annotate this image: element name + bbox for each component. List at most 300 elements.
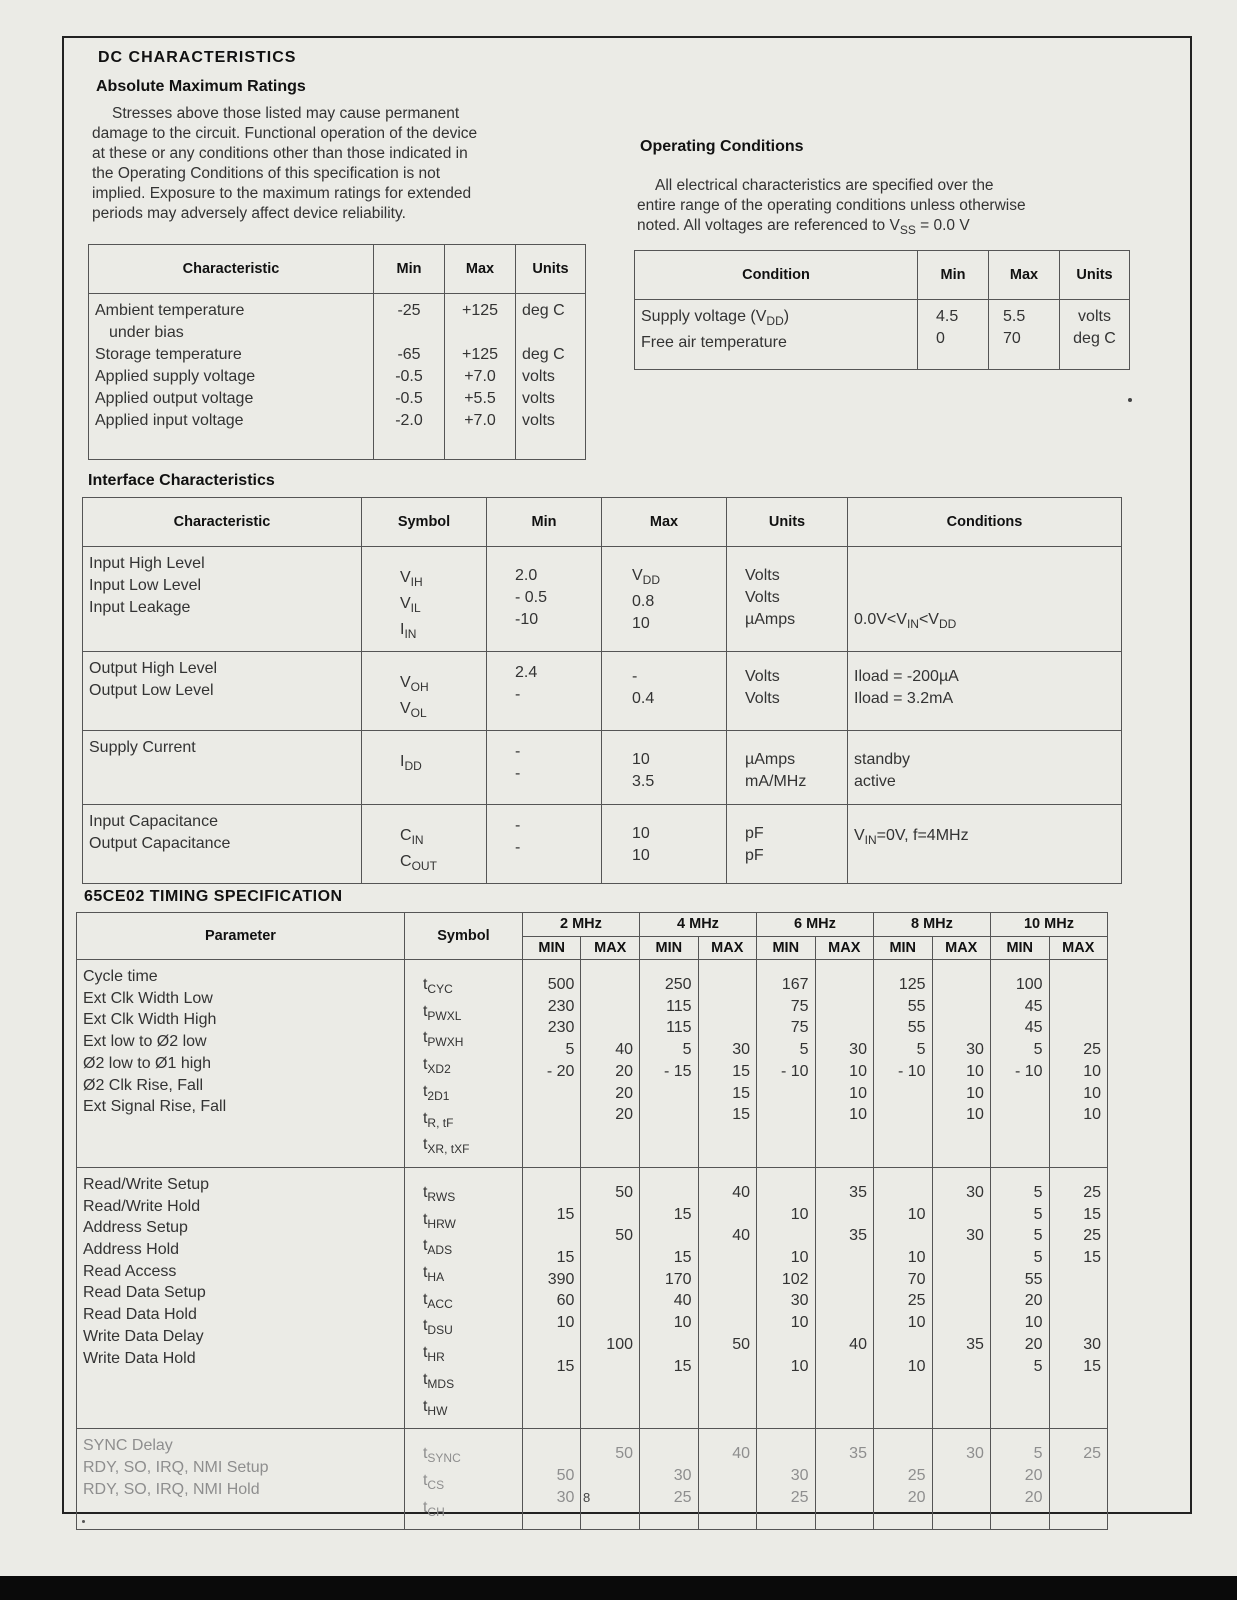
timing-table xyxy=(76,912,1108,1530)
timing-value: 100 xyxy=(1015,976,1043,993)
if-symbol-cell xyxy=(362,731,486,783)
timing-value: 40 xyxy=(732,1183,750,1201)
timing-parameter: Read Data Hold xyxy=(83,1306,197,1324)
timing-value xyxy=(529,1225,575,1247)
timing-value xyxy=(763,1182,809,1204)
timing-value: 30 xyxy=(966,1183,984,1201)
timing-parameter: RDY, SO, IRQ, NMI Hold xyxy=(83,1480,260,1498)
abs-min-value xyxy=(380,322,438,344)
timing-value: 35 xyxy=(849,1445,867,1463)
timing-parameter: Ext Clk Width High xyxy=(83,1011,217,1029)
timing-value xyxy=(822,1204,867,1226)
timing-symbol xyxy=(423,1443,516,1470)
if-min-cell xyxy=(487,731,601,791)
symbol-subscript: PWXL xyxy=(427,1008,462,1023)
timing-value xyxy=(705,1312,750,1334)
if-max: 10 xyxy=(632,751,650,768)
timing-value: 20 xyxy=(615,1106,633,1124)
timing-value: 167 xyxy=(781,976,809,993)
timing-symbol xyxy=(423,1054,516,1081)
if-characteristic: Input Leakage xyxy=(89,599,191,616)
timing-value: 5 xyxy=(1033,1357,1043,1375)
timing-value: 170 xyxy=(664,1270,692,1288)
timing-symbol xyxy=(423,1396,516,1423)
timing-value: 10 xyxy=(849,1106,867,1124)
timing-value: 15 xyxy=(1083,1357,1101,1375)
symbol-base: t xyxy=(422,1029,428,1047)
timing-value: 5 xyxy=(565,1041,575,1059)
timing-value xyxy=(939,1465,984,1487)
timing-value: 10 xyxy=(849,1062,867,1080)
if-condition: active xyxy=(854,773,896,790)
if-min-cell xyxy=(487,652,601,712)
timing-value xyxy=(939,1247,984,1269)
dc-heading: DC CHARACTERISTICS xyxy=(98,49,297,66)
timing-value xyxy=(939,1204,984,1226)
timing-value: 25 xyxy=(1083,1041,1101,1059)
timing-value xyxy=(822,1017,867,1039)
timing-symbol xyxy=(423,1108,516,1135)
timing-value xyxy=(1056,974,1101,996)
timing-value xyxy=(587,1290,633,1312)
timing-value: 5 xyxy=(1033,1205,1043,1223)
timing-value-cell xyxy=(699,1429,756,1514)
if-characteristic: Input High Level xyxy=(89,555,205,572)
timing-value xyxy=(1056,1017,1101,1039)
timing-value-cell xyxy=(699,1168,756,1383)
abs-max-paragraph xyxy=(92,104,592,224)
abs-max-value: +5.5 xyxy=(464,390,496,407)
timing-value-cell xyxy=(640,1429,698,1514)
timing-value: 20 xyxy=(615,1084,633,1102)
timing-value xyxy=(587,1204,633,1226)
timing-value: 25 xyxy=(673,1488,692,1506)
timing-parameter: Cycle time xyxy=(83,968,158,985)
abs-char-value: Storage temperature xyxy=(95,346,242,363)
timing-value: 5 xyxy=(1033,1183,1043,1201)
abs-char-value: Applied output voltage xyxy=(95,390,254,407)
timing-parameter: Ext low to Ø2 low xyxy=(83,1033,207,1051)
timing-value: 115 xyxy=(666,1019,692,1037)
timing-value: 20 xyxy=(1024,1488,1043,1506)
timing-value: 40 xyxy=(849,1335,867,1353)
timing-value: 20 xyxy=(1024,1335,1043,1353)
timing-value xyxy=(587,1247,633,1269)
if-cond-sub: IN xyxy=(906,617,919,631)
if-max-cell xyxy=(602,547,726,641)
timing-value xyxy=(1056,1487,1101,1509)
timing-value xyxy=(705,1465,750,1487)
symbol-base: t xyxy=(422,1264,428,1282)
timing-value xyxy=(529,1443,575,1465)
interface-heading: Interface Characteristics xyxy=(88,472,275,489)
if-min: - xyxy=(515,839,521,856)
paragraph-line: periods may adversely affect device reliability. xyxy=(92,205,406,222)
col-units: Units xyxy=(516,245,586,294)
symbol-subscript: RWS xyxy=(427,1189,456,1204)
col-units: Units xyxy=(727,498,848,547)
symbol-subscript: OH xyxy=(410,680,429,694)
timing-value: 5 xyxy=(682,1041,692,1059)
timing-symbol xyxy=(423,1369,516,1396)
timing-value: 10 xyxy=(790,1314,809,1332)
timing-value: 10 xyxy=(673,1314,692,1332)
timing-value: 30 xyxy=(1083,1335,1101,1353)
timing-value: 10 xyxy=(907,1249,926,1267)
freq-header: 8 MHz xyxy=(873,913,990,937)
symbol-base: C xyxy=(400,853,412,870)
paragraph-line: Stresses above those listed may cause permanent xyxy=(112,105,460,122)
timing-parameter: Ø2 low to Ø1 high xyxy=(83,1054,212,1072)
timing-value: 70 xyxy=(907,1270,926,1288)
timing-value: 5 xyxy=(916,1041,926,1059)
timing-value xyxy=(997,1083,1043,1105)
timing-value xyxy=(705,974,750,996)
timing-parameter: Write Data Delay xyxy=(83,1327,204,1345)
if-min: - xyxy=(515,765,521,782)
timing-value xyxy=(822,1312,867,1334)
op-condition-text: Free air temperature xyxy=(641,334,787,351)
symbol-base: t xyxy=(422,1056,428,1074)
symbol-subscript: HW xyxy=(427,1403,448,1418)
if-characteristic: Output High Level xyxy=(89,660,218,677)
timing-heading: 65CE02 TIMING SPECIFICATION xyxy=(84,888,343,905)
if-characteristic: Output Low Level xyxy=(89,682,214,699)
timing-value: 230 xyxy=(547,997,575,1015)
timing-value: 115 xyxy=(666,997,692,1015)
timing-value: 55 xyxy=(1024,1270,1043,1288)
timing-value: - 15 xyxy=(664,1062,692,1080)
timing-value: 30 xyxy=(966,1445,984,1463)
timing-value-cell xyxy=(640,1168,698,1383)
timing-symbol xyxy=(423,1262,516,1289)
if-condition: Iload = -200µA xyxy=(854,668,959,685)
timing-value: 25 xyxy=(1083,1227,1101,1245)
if-units: µAmps xyxy=(745,611,796,628)
abs-units-value xyxy=(522,322,579,344)
timing-value: 15 xyxy=(732,1106,750,1124)
timing-value xyxy=(880,1182,926,1204)
timing-value: - 10 xyxy=(780,1062,809,1080)
abs-units-value: deg C xyxy=(522,346,565,363)
timing-value-cell xyxy=(757,1429,815,1514)
timing-symbol xyxy=(423,1497,516,1524)
timing-value: 230 xyxy=(547,1019,575,1037)
if-symbol xyxy=(400,751,480,777)
if-min-cell xyxy=(487,805,601,865)
timing-value: 10 xyxy=(907,1357,926,1375)
timing-value xyxy=(646,1104,692,1126)
timing-symbol xyxy=(423,1182,516,1209)
if-symbol xyxy=(400,567,480,593)
timing-value: 10 xyxy=(966,1084,984,1102)
timing-parameter: Read Data Setup xyxy=(83,1284,206,1302)
timing-symbol xyxy=(423,974,516,1001)
timing-value: 15 xyxy=(556,1205,575,1223)
timing-param-cell xyxy=(77,1168,404,1375)
symbol-base: t xyxy=(422,1498,428,1516)
symbol-base: t xyxy=(422,1397,428,1415)
if-condition: standby xyxy=(854,751,911,768)
timing-value-cell xyxy=(757,1168,815,1383)
timing-value xyxy=(705,1017,750,1039)
timing-value-cell xyxy=(991,1168,1049,1383)
if-characteristic: Output Capacitance xyxy=(89,835,231,852)
timing-value: 35 xyxy=(849,1183,867,1201)
op-para-line: All electrical characteristics are specified over the xyxy=(655,177,994,194)
timing-value: 75 xyxy=(790,1019,809,1037)
timing-value: 15 xyxy=(732,1062,750,1080)
timing-value: - 10 xyxy=(897,1062,926,1080)
timing-value-cell xyxy=(816,1168,873,1383)
abs-max-value: +125 xyxy=(461,302,499,319)
if-units-cell xyxy=(727,731,847,799)
if-cond-cell xyxy=(848,731,1121,799)
abs-max-value: +7.0 xyxy=(464,368,496,385)
timing-value: 30 xyxy=(849,1041,867,1059)
freq-header: 10 MHz xyxy=(990,913,1107,937)
timing-parameter: Read/Write Setup xyxy=(83,1175,209,1193)
if-min: - xyxy=(515,743,521,760)
if-max-cell xyxy=(602,805,726,873)
timing-value: 20 xyxy=(1024,1292,1043,1310)
speck xyxy=(1128,398,1132,402)
paragraph-line: damage to the circuit. Functional operation of the device xyxy=(92,125,478,142)
timing-value: 15 xyxy=(673,1205,692,1223)
if-symbol xyxy=(400,825,480,851)
timing-value: 10 xyxy=(556,1314,575,1332)
symbol-subscript: IN xyxy=(404,627,417,641)
abs-max-table xyxy=(88,244,586,460)
timing-value: 15 xyxy=(673,1357,692,1375)
timing-value: 10 xyxy=(790,1357,809,1375)
timing-value xyxy=(763,1104,809,1126)
timing-value xyxy=(587,1487,633,1509)
if-condition: Iload = 3.2mA xyxy=(854,690,954,707)
if-max-base: V xyxy=(632,567,643,584)
timing-value: 40 xyxy=(673,1292,692,1310)
timing-value: 500 xyxy=(547,976,575,993)
timing-value xyxy=(529,1104,575,1126)
timing-value: 25 xyxy=(790,1488,809,1506)
col-characteristic: Characteristic xyxy=(83,498,362,547)
timing-value-cell xyxy=(1050,960,1107,1132)
timing-parameter: Read/Write Hold xyxy=(83,1197,201,1215)
timing-value: - 20 xyxy=(546,1062,575,1080)
symbol-subscript: CS xyxy=(427,1477,445,1492)
if-max: 0.4 xyxy=(632,690,655,707)
op-para-line: entire range of the operating conditions unless otherwise xyxy=(637,197,1026,214)
symbol-base: V xyxy=(400,674,411,691)
abs-min-value: -0.5 xyxy=(395,390,423,407)
timing-parameter: Ext Clk Width Low xyxy=(83,989,213,1007)
symbol-base: t xyxy=(422,1136,428,1154)
timing-parameter: RDY, SO, IRQ, NMI Setup xyxy=(83,1458,269,1476)
op-max-value: 70 xyxy=(1003,330,1021,347)
symbol-subscript: IL xyxy=(410,601,421,615)
timing-value: 55 xyxy=(907,1019,926,1037)
if-units: µAmps xyxy=(745,751,796,768)
abs-min-value: -2.0 xyxy=(395,412,423,429)
timing-value xyxy=(587,1465,633,1487)
timing-value: 10 xyxy=(790,1205,809,1223)
timing-value xyxy=(705,1269,750,1291)
if-max-sub: DD xyxy=(642,573,661,587)
symbol-subscript: CH xyxy=(427,1504,445,1519)
if-cond-text: 0.0V<V xyxy=(854,611,907,628)
timing-value xyxy=(529,1334,575,1356)
abs-max-value: +7.0 xyxy=(464,412,496,429)
timing-value xyxy=(646,1443,692,1465)
op-max-value: 5.5 xyxy=(1003,308,1026,325)
if-cond-text: <V xyxy=(918,611,939,628)
timing-value-cell xyxy=(581,1168,639,1383)
timing-value: 30 xyxy=(966,1227,984,1245)
timing-param-cell xyxy=(77,1429,404,1506)
timing-value xyxy=(939,1017,984,1039)
timing-value: 40 xyxy=(732,1227,750,1245)
max-header: MAX xyxy=(932,936,990,960)
timing-value: 75 xyxy=(790,997,809,1015)
timing-value: 30 xyxy=(673,1466,692,1484)
timing-value xyxy=(822,1465,867,1487)
timing-value xyxy=(529,1182,575,1204)
freq-header: 2 MHz xyxy=(522,913,639,937)
timing-value: 30 xyxy=(966,1041,984,1059)
timing-value-cell xyxy=(523,960,581,1132)
min-header: MIN xyxy=(756,936,815,960)
timing-value: 5 xyxy=(1033,1227,1043,1245)
timing-value: 10 xyxy=(1024,1314,1043,1332)
timing-symbol xyxy=(423,1081,516,1108)
timing-value: 25 xyxy=(1083,1445,1101,1463)
timing-value xyxy=(939,1290,984,1312)
timing-symbol xyxy=(423,1027,516,1054)
timing-symbol-cell xyxy=(405,960,522,1167)
interface-table xyxy=(82,497,1122,884)
abs-max-heading: Absolute Maximum Ratings xyxy=(96,78,306,95)
col-min: Min xyxy=(487,498,602,547)
max-header: MAX xyxy=(698,936,756,960)
timing-value: 15 xyxy=(556,1249,575,1267)
if-cond-text: =0V, f=4MHz xyxy=(876,827,969,844)
paragraph-line: at these or any conditions other than those indicated in xyxy=(92,145,468,162)
if-units: pF xyxy=(745,847,764,864)
timing-value xyxy=(880,1225,926,1247)
timing-value: 50 xyxy=(615,1445,633,1463)
timing-value xyxy=(763,1443,809,1465)
timing-value-cell xyxy=(523,1429,581,1514)
timing-value-cell xyxy=(874,1168,932,1383)
timing-value-cell xyxy=(640,960,698,1132)
freq-header: 6 MHz xyxy=(756,913,873,937)
timing-param-cell xyxy=(77,960,404,1124)
speck xyxy=(82,1520,85,1523)
if-symbol xyxy=(400,851,480,877)
symbol-base: t xyxy=(422,1002,428,1020)
op-units-value: deg C xyxy=(1073,330,1116,347)
if-min: - xyxy=(515,817,521,834)
timing-value: 250 xyxy=(664,976,692,993)
timing-value xyxy=(646,1182,692,1204)
timing-value xyxy=(1056,996,1101,1018)
symbol-base: t xyxy=(422,1317,428,1335)
timing-value: 15 xyxy=(556,1357,575,1375)
abs-char-list xyxy=(89,294,373,438)
if-max: 3.5 xyxy=(632,773,655,790)
paragraph-line: implied. Exposure to the maximum ratings for extended xyxy=(92,185,472,202)
col-min: Min xyxy=(918,251,989,300)
timing-parameter: Write Data Hold xyxy=(83,1349,196,1367)
timing-symbol xyxy=(423,1470,516,1497)
abs-char-value: Applied supply voltage xyxy=(95,368,256,385)
timing-value: 10 xyxy=(907,1314,926,1332)
symbol-subscript: HA xyxy=(427,1270,445,1285)
timing-value: 10 xyxy=(849,1084,867,1102)
col-max: Max xyxy=(445,245,516,294)
timing-value xyxy=(705,1204,750,1226)
abs-units-value: volts xyxy=(522,368,555,385)
if-units: Volts xyxy=(745,589,780,606)
if-max: - xyxy=(632,668,638,685)
timing-value-cell xyxy=(699,960,756,1132)
if-units: Volts xyxy=(745,690,780,707)
if-cond-cell xyxy=(848,652,1121,716)
if-symbol xyxy=(400,698,480,724)
max-header: MAX xyxy=(581,936,640,960)
timing-symbol xyxy=(423,1315,516,1342)
abs-max-value: +125 xyxy=(461,346,499,363)
col-max: Max xyxy=(989,251,1060,300)
if-char-cell xyxy=(83,805,361,861)
timing-symbol xyxy=(423,1134,516,1161)
symbol-base: V xyxy=(400,595,411,612)
if-symbol xyxy=(400,593,480,619)
timing-parameter: Ext Signal Rise, Fall xyxy=(83,1098,227,1116)
if-max-cell xyxy=(602,652,726,716)
timing-value: 40 xyxy=(732,1445,750,1463)
if-characteristic: Input Low Level xyxy=(89,577,202,594)
timing-value: 20 xyxy=(615,1062,633,1080)
timing-value xyxy=(763,1334,809,1356)
timing-value: 45 xyxy=(1024,1019,1043,1037)
timing-value: 15 xyxy=(1083,1249,1101,1267)
symbol-subscript: OUT xyxy=(411,859,437,873)
if-units-cell xyxy=(727,547,847,637)
min-header: MIN xyxy=(522,936,581,960)
timing-value: 5 xyxy=(1033,1445,1043,1463)
timing-value xyxy=(587,1269,633,1291)
symbol-base: V xyxy=(400,700,411,717)
col-parameter: Parameter xyxy=(77,913,405,960)
timing-value xyxy=(587,1356,633,1378)
timing-value xyxy=(763,1083,809,1105)
timing-value xyxy=(822,1356,867,1378)
timing-value: 30 xyxy=(556,1488,575,1506)
if-units: Volts xyxy=(745,668,780,685)
symbol-base: t xyxy=(422,1471,428,1489)
symbol-base: t xyxy=(422,976,428,993)
timing-value xyxy=(939,1269,984,1291)
timing-value xyxy=(587,1017,633,1039)
op-max-list xyxy=(989,300,1059,356)
timing-value-cell xyxy=(757,960,815,1132)
timing-value xyxy=(1056,1269,1101,1291)
timing-value xyxy=(587,1312,633,1334)
abs-char-value: under bias xyxy=(109,324,184,341)
timing-value: 35 xyxy=(849,1227,867,1245)
symbol-base: t xyxy=(422,1237,428,1255)
